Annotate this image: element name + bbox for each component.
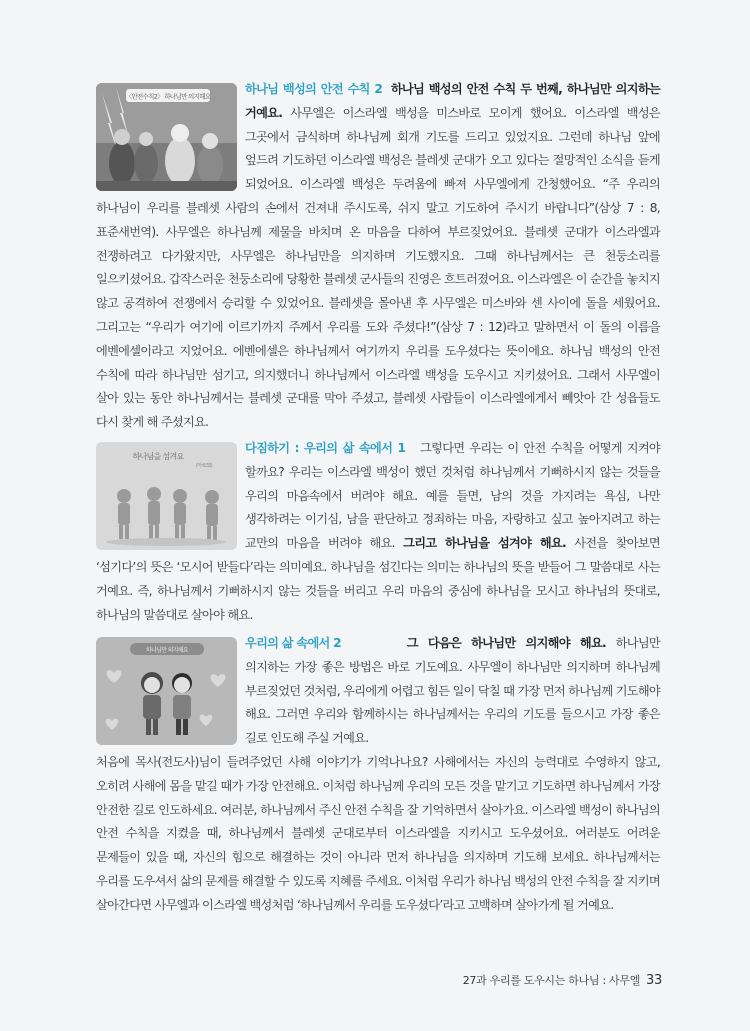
section-safety-rule-2 (96, 78, 660, 435)
section-heading: 우리의 삶 속에서 2 (245, 636, 341, 650)
lead-text: 그렇다면 우리는 이 안전 수칙을 어떻게 지켜야 할까요? 우리는 이스라엘 백성이 했던 것처럼 하나님께서 기뻐하시지 않는 것들을 우리의 마음속에서 버려야 해요. 예를 들면, 남의 것을 가지려는 욕심, 나만 생각하려는 이기심, 남을 판단하고 정죄하는 마음, 자랑하고 싶고 높아지려고 하는 교만의 마음을 버려야 해요. (245, 441, 661, 551)
body-text: 하나님만 의지하는 가장 좋은 방법은 바로 기도예요. 사무엘이 하나님만 의지하며 하나님께 부르짖었던 것처럼, 우리에게 어렵고 힘든 일이 닥칠 때 가장 먼저 하나님께 기도해야 해요. 그러면 우리와 함께하시는 하나님께서는 우리의 기도를 들으시고 가장 좋은 길로 인도해 주실 거예요. (245, 636, 660, 746)
section-heading: 다짐하기 : 우리의 삶 속에서 1 (245, 441, 406, 455)
body-text: 사전을 찾아보면 ‘섬기다’의 뜻은 ‘모시어 받들다’라는 의미예요. 하나님을 섬긴다는 의미는 하나님의 뜻을 받들어 그 말씀대로 사는 거예요. 즉, 하나님께서 기뻐하시지 않는 것들을 버리고 우리 마음의 중심에 하나님을 모시고 하나님의 뜻대로, 하나님의 말씀대로 살아야 해요. (96, 536, 660, 622)
page-footer (463, 972, 662, 988)
lead-bold-text: 하나님 백성의 안전 수칙 두 번째, 하나님만 의지하는 거예요. (245, 82, 660, 120)
illustration-serving-god (96, 442, 237, 550)
running-title: 27과 우리를 도우시는 하나님 : 사무엘 (462, 974, 641, 987)
body-text: 사무엘은 이스라엘 백성을 미스바로 모이게 했어요. 이스라엘 백성은 그곳에서 금식하며 하나님께 회개 기도를 드리고 있었지요. 그런데 하나님 앞에 엎드려 기도하던 이스라엘 백성은 블레셋 군대가 오고 있다는 절망적인 소식을 듣게 되었어요. 이스라엘 백성은 두려움에 빠져 사무엘에게 간청했어요. “주 우리의 하나님이 우리를 블레셋 사람의 손에서 건져내 주시도록, 쉬지 말고 기도하여 주시기 바랍니다”(삼상 7 : 8, 표준새번역). 사무엘은 하나님께 제물을 바치며 온 마음을 다하여 부르짖었어요. 블레셋 군대가 이스라엘과 전쟁하려고 다가왔지만, 사무엘은 하나님만을 의지하며 기도했지요. 그때 하나님께서는 큰 천둥소리를 일으키셨어요. 갑작스러운 천둥소리에 당황한 블레셋 군사들의 진영은 흐트러졌어요. 이스라엘은 이 순간을 놓치지 않고 공격하여 전쟁에서 승리할 수 있었어요. 블레셋을 몰아낸 후 사무엘은 미스바와 센 사이에 돌을 세웠어요. 그리고는 “우리가 여기에 이르기까지 주께서 우리를 도와 주셨다!”(삼상 7 : 12)라고 말하면서 이 돌의 이름을 에벤에셀이라고 지었어요. 에벤에셀은 하나님께서 여기까지 우리를 도우셨다는 뜻이에요. 하나님 백성의 안전 수칙에 따라 하나님만 섬기고, 의지했더니 하나님께서 이스라엘 백성을 도우시고 지키셨어요. 그래서 사무엘이 살아 있는 동안 하나님께서는 블레셋 군대를 막아 주셨고, 블레셋 사람들이 이스라엘에게서 빼앗아 간 성읍들도 다시 찾게 해 주셨지요. (96, 105, 660, 430)
page-number: 33 (646, 973, 662, 988)
bold-text: 그리고 하나님을 섬겨야 해요. (403, 536, 566, 551)
body-text-2: 처음에 목사(전도사)님이 들려주었던 사해 이야기가 기억나나요? 사해에서는 자신의 능력대로 수영하지 않고, 오히려 사해에 몸을 맡길 때가 가장 안전해요. 이처럼 하나님께 우리의 모든 것을 맡기고 기도하면 하나님께서 가장 안전한 길로 인도하세요. 여러분, 하나님께서 주신 안전 수칙을 잘 기억하면서 살아가요. 이스라엘 백성이 하나님의 안전 수칙을 지켰을 때, 하나님께서 블레셋 군대로부터 이스라엘을 지키시고 도우셨어요. 여러분도 어려운 문제들이 있을 때, 자신의 힘으로 해결하는 것이 아니라 먼저 하나님을 의지하며 기도해 보세요. 하나님께서는 우리를 도우셔서 삶의 문제를 해결할 수 있도록 지혜를 주세요. 이처럼 우리가 하나님 백성의 안전 수칙을 잘 지키며 살아간다면 사무엘과 이스라엘 백성처럼 ‘하나님께서 우리를 도우셨다’라고 고백하며 살아가게 될 거예요. (96, 754, 660, 912)
section-in-our-life-2 (96, 632, 660, 918)
lead-bold-text: 그 다음은 하나님만 의지해야 해요. (406, 636, 606, 650)
illustration-samuel-praying (96, 83, 237, 191)
illustration-subcaption: (마 6:33) (196, 463, 212, 469)
section-heading: 하나님 백성의 안전 수칙 2 (245, 82, 383, 96)
illustration-caption: 〈안전수칙2〉 하나님만 의지해요 (125, 92, 211, 101)
illustration-caption: 하나님만 의지해요 (146, 647, 188, 654)
illustration-praying-children (96, 637, 237, 745)
section-in-our-life-1 (96, 437, 660, 627)
illustration-caption: 하나님을 섬겨요 (132, 452, 184, 461)
